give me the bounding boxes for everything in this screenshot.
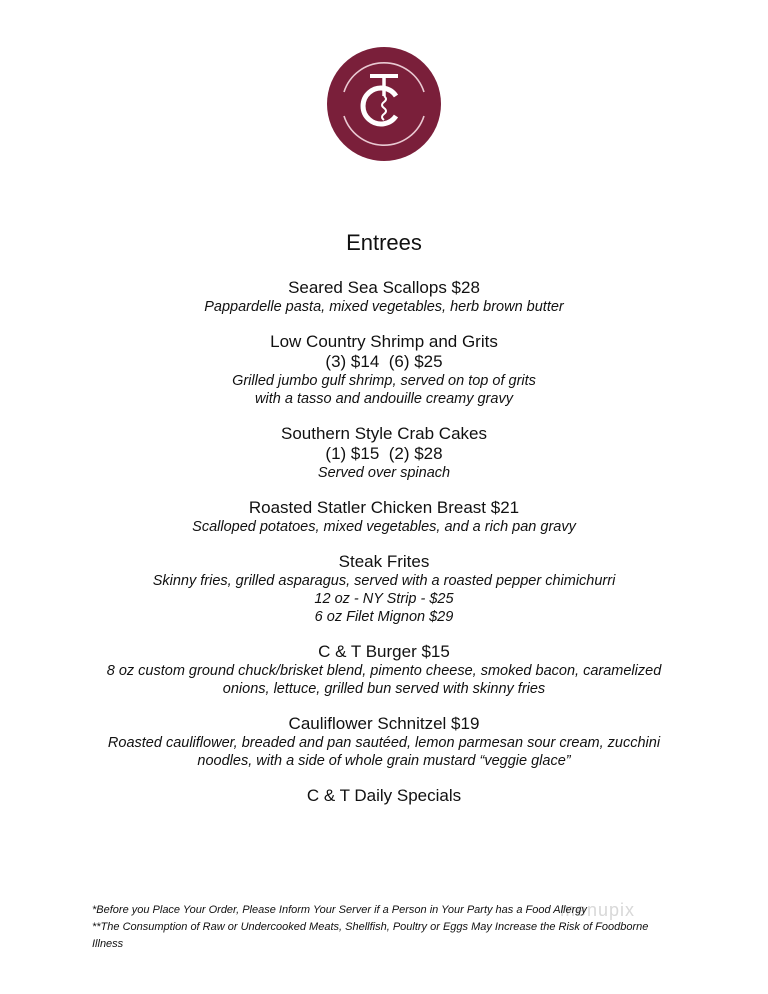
item-description: onions, lettuce, grilled bun served with skinny fries	[222, 681, 546, 697]
restaurant-logo	[326, 46, 442, 162]
menu-item	[0, 498, 768, 536]
menu-item	[0, 714, 768, 770]
menu-item	[0, 786, 768, 806]
menu	[0, 230, 768, 822]
item-description: Grilled jumbo gulf shrimp, served on top of grits	[232, 373, 536, 389]
raw-food-warning-cont: Illness	[92, 938, 124, 950]
menu-item	[0, 424, 768, 482]
raw-food-warning: **The Consumption of Raw or Undercooked Meats, Shellfish, Poultry or Eggs May Increase the Risk of Foodborne	[92, 921, 649, 933]
item-description: Skinny fries, grilled asparagus, served with a roasted pepper chimichurri	[152, 573, 616, 589]
menu-items	[0, 278, 768, 806]
item-name: Southern Style Crab Cakes	[281, 424, 487, 443]
item-description: with a tasso and andouille creamy gravy	[255, 391, 513, 407]
item-price: (1) $15 (2) $28	[325, 444, 443, 463]
menu-item	[0, 642, 768, 698]
item-description: Pappardelle pasta, mixed vegetables, herb brown butter	[204, 299, 564, 315]
item-name: Low Country Shrimp and Grits	[270, 332, 498, 351]
item-name: Roasted Statler Chicken Breast $21	[248, 498, 520, 517]
menu-item	[0, 278, 768, 316]
item-name: C & T Burger $15	[318, 642, 450, 661]
footer-notes	[92, 902, 692, 953]
allergy-note: *Before you Place Your Order, Please Inform Your Server if a Person in Your Party has a Food Allergy	[92, 904, 587, 916]
item-name: C & T Daily Specials	[306, 786, 462, 805]
item-description: noodles, with a side of whole grain mustard “veggie glace”	[197, 753, 571, 769]
item-price: (3) $14 (6) $25	[325, 352, 443, 371]
menu-item	[0, 552, 768, 626]
item-description: Served over spinach	[317, 465, 451, 481]
menu-item	[0, 332, 768, 408]
item-description: Scalloped potatoes, mixed vegetables, and a rich pan gravy	[192, 519, 576, 535]
watermark: menupix	[560, 900, 636, 920]
item-name: Seared Sea Scallops $28	[288, 278, 480, 297]
item-description: 8 oz custom ground chuck/brisket blend, pimento cheese, smoked bacon, caramelized	[106, 663, 662, 679]
section-title: Entrees	[346, 230, 422, 255]
item-description: 6 oz Filet Mignon $29	[314, 609, 454, 625]
item-description: 12 oz - NY Strip - $25	[314, 591, 454, 607]
item-name: Steak Frites	[338, 552, 430, 571]
item-description: Roasted cauliflower, breaded and pan sautéed, lemon parmesan sour cream, zucchini	[107, 735, 661, 751]
item-name: Cauliflower Schnitzel $19	[288, 714, 480, 733]
